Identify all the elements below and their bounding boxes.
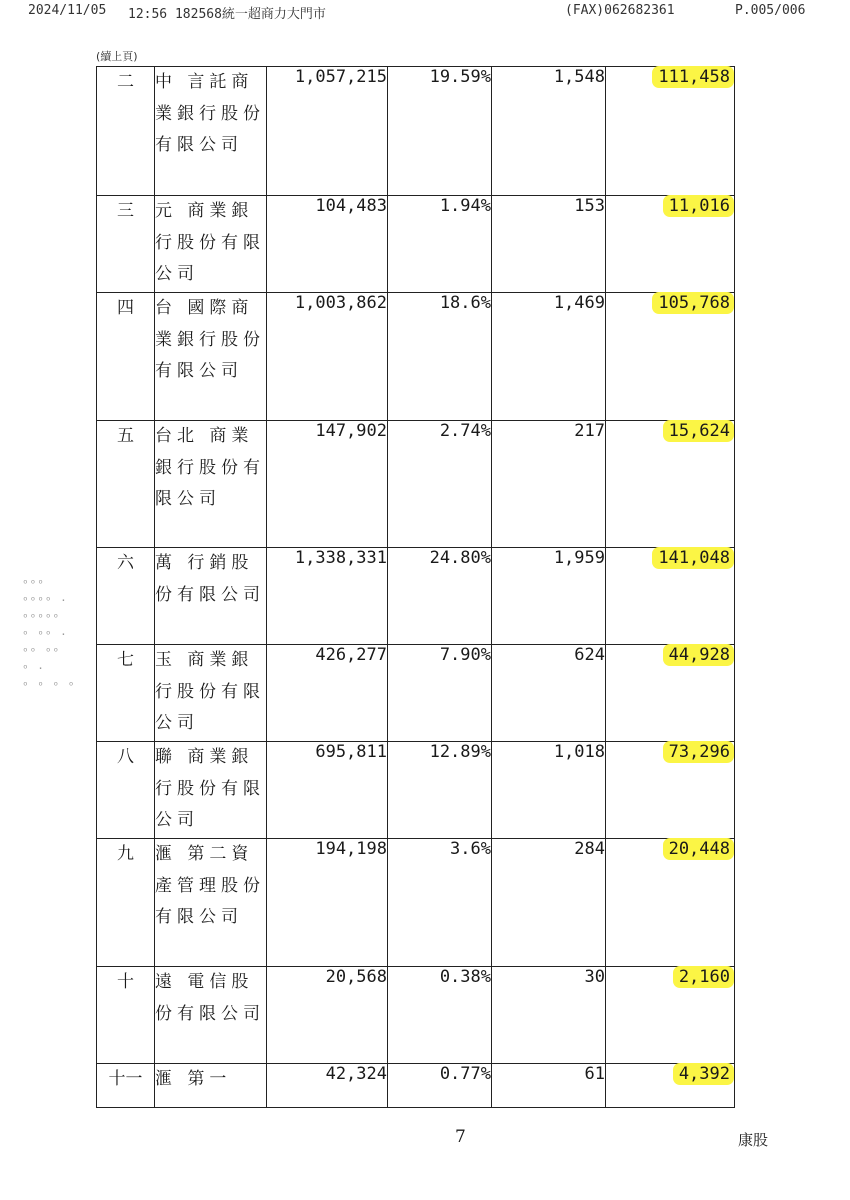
value-cell	[606, 421, 735, 548]
row-index: 四	[117, 298, 134, 318]
row-index-cell	[97, 548, 155, 645]
creditor-name-cell	[155, 196, 267, 293]
amount-cell	[267, 548, 388, 645]
value-cell	[606, 1064, 735, 1108]
claim-amount: 426,277	[315, 645, 387, 665]
fax-number: (FAX)062682361	[565, 3, 675, 18]
value-cell	[606, 67, 735, 196]
amount-cell	[267, 742, 388, 839]
claim-amount: 194,198	[315, 839, 387, 859]
units-cell	[492, 548, 606, 645]
creditor-name-cell	[155, 293, 267, 421]
table-row	[97, 742, 735, 839]
monthly-units: 217	[574, 421, 605, 441]
fax-noise-dots: ᵒᵒᵒ ᵒᵒᵒᵒ · ᵒᵒᵒᵒᵒ ᵒ ᵒᵒ · ᵒᵒ ᵒᵒ ᵒ · ᵒ ᵒ ᵒ ᵒ	[22, 577, 76, 692]
fax-header	[0, 0, 850, 20]
units-cell	[492, 421, 606, 548]
ratio-cell	[388, 1064, 492, 1108]
amount-cell	[267, 839, 388, 967]
monthly-units: 61	[584, 1064, 605, 1084]
units-cell	[492, 967, 606, 1064]
creditor-name: 萬 行銷股份有限公司	[155, 553, 265, 605]
creditor-name-cell	[155, 1064, 267, 1108]
amount-cell	[267, 293, 388, 421]
monthly-units: 284	[574, 839, 605, 859]
row-index: 七	[117, 650, 134, 670]
fax-date: 2024/11/05	[28, 3, 107, 18]
creditor-name-cell	[155, 839, 267, 967]
amount-cell	[267, 67, 388, 196]
amount-cell	[267, 967, 388, 1064]
value-cell	[606, 839, 735, 967]
amount-cell	[267, 196, 388, 293]
row-index-cell	[97, 645, 155, 742]
ratio-cell	[388, 67, 492, 196]
value-cell	[606, 645, 735, 742]
page-number: 7	[455, 1127, 466, 1147]
table-row	[97, 1064, 735, 1108]
row-index-cell	[97, 293, 155, 421]
monthly-units: 1,469	[553, 293, 605, 313]
creditor-name: 台 國際商業銀行股份有限公司	[155, 298, 265, 381]
table-row	[97, 67, 735, 196]
row-index: 八	[117, 747, 134, 767]
continued-label: (續上頁)	[96, 50, 138, 63]
table-row	[97, 421, 735, 548]
value-cell	[606, 967, 735, 1064]
allocated-value: 44,928	[663, 644, 734, 666]
creditor-name: 元 商業銀行股份有限公司	[155, 201, 265, 284]
claim-amount: 1,338,331	[294, 548, 387, 568]
table-row	[97, 196, 735, 293]
monthly-units: 30	[584, 967, 605, 987]
claim-amount: 20,568	[325, 967, 387, 987]
row-index-cell	[97, 196, 155, 293]
claim-amount: 1,057,215	[294, 67, 387, 87]
row-index: 十	[117, 972, 134, 992]
row-index-cell	[97, 421, 155, 548]
value-cell	[606, 196, 735, 293]
ratio-cell	[388, 839, 492, 967]
claim-ratio: 3.6%	[450, 839, 491, 859]
allocated-value: 11,016	[663, 195, 734, 217]
amount-cell	[267, 421, 388, 548]
ratio-cell	[388, 645, 492, 742]
claim-ratio: 12.89%	[429, 742, 491, 762]
table-row	[97, 645, 735, 742]
claim-amount: 695,811	[315, 742, 387, 762]
table-row	[97, 967, 735, 1064]
row-index: 十一	[108, 1069, 143, 1089]
footer-note: 康股	[738, 1131, 769, 1149]
allocated-value: 4,392	[673, 1063, 734, 1085]
ratio-cell	[388, 293, 492, 421]
monthly-units: 1,959	[553, 548, 605, 568]
ratio-cell	[388, 548, 492, 645]
monthly-units: 624	[574, 645, 605, 665]
ratio-cell	[388, 742, 492, 839]
monthly-units: 1,548	[553, 67, 605, 87]
fax-time-sender: 12:56 182568統一超商力大門市	[128, 7, 326, 22]
creditor-name-cell	[155, 421, 267, 548]
ratio-cell	[388, 196, 492, 293]
claim-ratio: 19.59%	[429, 67, 491, 87]
units-cell	[492, 1064, 606, 1108]
units-cell	[492, 839, 606, 967]
creditor-name-cell	[155, 742, 267, 839]
amount-cell	[267, 1064, 388, 1108]
table-row	[97, 293, 735, 421]
creditor-name-cell	[155, 548, 267, 645]
units-cell	[492, 196, 606, 293]
claim-ratio: 0.38%	[439, 967, 491, 987]
allocated-value: 105,768	[652, 292, 734, 314]
fax-page-indicator: P.005/006	[735, 3, 806, 18]
creditor-name: 滙 第二資產管理股份有限公司	[155, 844, 265, 927]
row-index: 二	[117, 72, 134, 92]
creditor-name: 台北 商業銀行股份有限公司	[155, 426, 265, 509]
creditor-name-cell	[155, 67, 267, 196]
claim-amount: 1,003,862	[294, 293, 387, 313]
creditor-table-body	[97, 67, 735, 1108]
value-cell	[606, 548, 735, 645]
monthly-units: 153	[574, 196, 605, 216]
claim-ratio: 7.90%	[439, 645, 491, 665]
allocated-value: 20,448	[663, 838, 734, 860]
row-index-cell	[97, 967, 155, 1064]
row-index-cell	[97, 1064, 155, 1108]
monthly-units: 1,018	[553, 742, 605, 762]
allocated-value: 111,458	[652, 66, 734, 88]
allocated-value: 2,160	[673, 966, 734, 988]
claim-ratio: 2.74%	[439, 421, 491, 441]
allocated-value: 15,624	[663, 420, 734, 442]
claim-ratio: 18.6%	[439, 293, 491, 313]
creditor-name: 滙 第一	[155, 1069, 232, 1089]
units-cell	[492, 67, 606, 196]
row-index-cell	[97, 839, 155, 967]
creditor-name: 中 言託商業銀行股份有限公司	[155, 72, 265, 155]
claim-amount: 104,483	[315, 196, 387, 216]
units-cell	[492, 293, 606, 421]
claim-amount: 42,324	[325, 1064, 387, 1084]
row-index: 六	[117, 553, 134, 573]
claim-amount: 147,902	[315, 421, 387, 441]
row-index: 九	[117, 844, 134, 864]
amount-cell	[267, 645, 388, 742]
table-row	[97, 839, 735, 967]
allocated-value: 141,048	[652, 547, 734, 569]
creditor-name: 遠 電信股份有限公司	[155, 972, 265, 1024]
claim-ratio: 1.94%	[439, 196, 491, 216]
value-cell	[606, 742, 735, 839]
row-index-cell	[97, 67, 155, 196]
creditor-name-cell	[155, 967, 267, 1064]
creditor-name-cell	[155, 645, 267, 742]
allocated-value: 73,296	[663, 741, 734, 763]
ratio-cell	[388, 967, 492, 1064]
value-cell	[606, 293, 735, 421]
creditor-name: 聯 商業銀行股份有限公司	[155, 747, 265, 830]
creditor-table	[96, 66, 735, 1108]
ratio-cell	[388, 421, 492, 548]
claim-ratio: 24.80%	[429, 548, 491, 568]
units-cell	[492, 645, 606, 742]
row-index: 五	[117, 426, 134, 446]
table-row	[97, 548, 735, 645]
creditor-name: 玉 商業銀行股份有限公司	[155, 650, 265, 733]
row-index: 三	[117, 201, 134, 221]
units-cell	[492, 742, 606, 839]
row-index-cell	[97, 742, 155, 839]
claim-ratio: 0.77%	[439, 1064, 491, 1084]
